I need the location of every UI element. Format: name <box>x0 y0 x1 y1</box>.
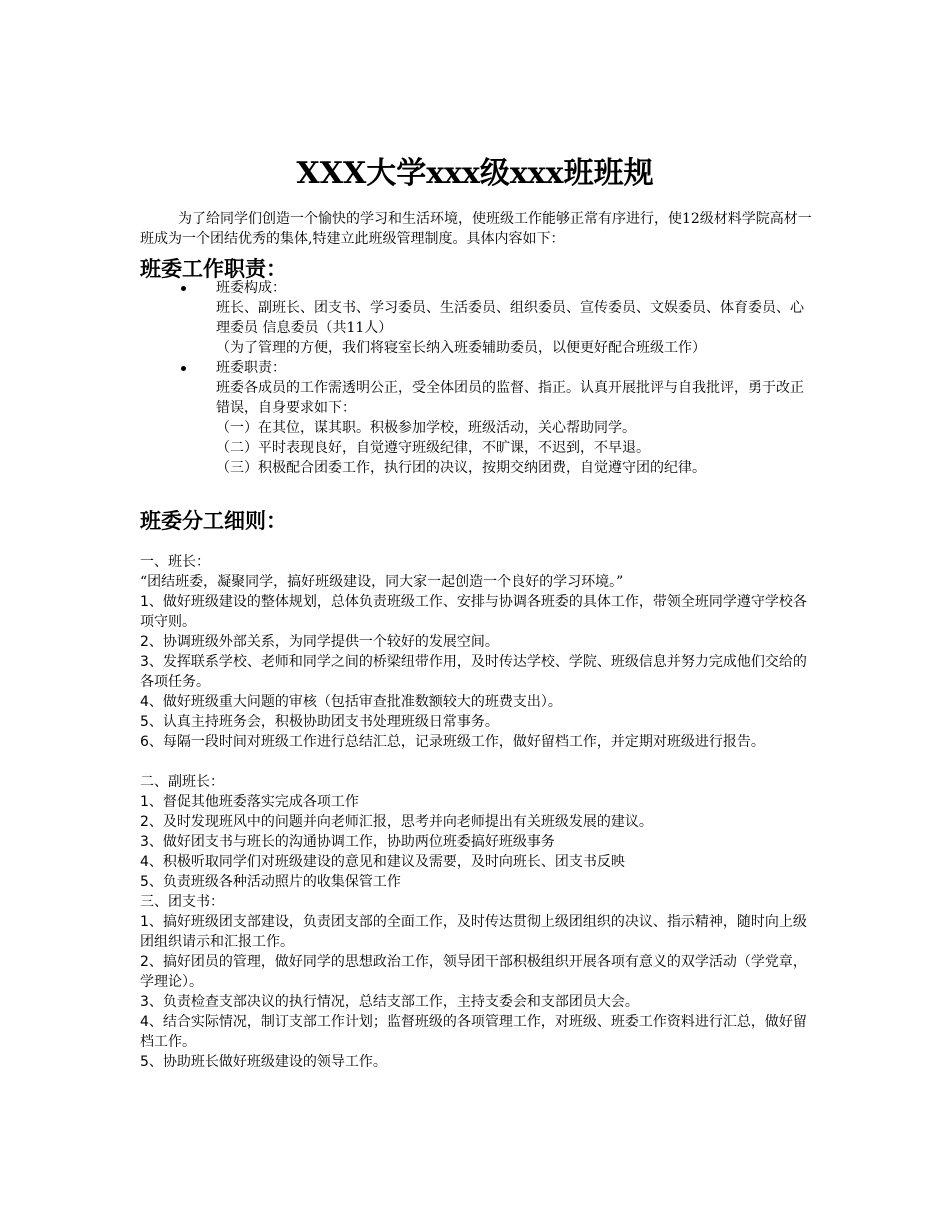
list-item: 3、负责检查支部决议的执行情况，总结支部工作，主持支委会和支部团员大会。 <box>140 994 639 1010</box>
subsection-heading-vice-monitor: 二、副班长： <box>140 774 224 790</box>
list-item: 5、负责班级各种活动照片的收集保管工作 <box>140 874 401 890</box>
list-item: 2、搞好团员的管理，做好同学的思想政治工作，领导团干部积极组织开展各项有意义的双学活动（学党章，学理论）。 <box>140 954 807 990</box>
bullet-item-responsibilities <box>140 358 820 378</box>
document-title: XXX大学xxx级xxx班班规 <box>296 156 654 191</box>
list-item: 5、协助班长做好班级建设的领导工作。 <box>140 1054 387 1070</box>
list-item: 1、督促其他班委落实完成各项工作 <box>140 794 359 810</box>
responsibility-item: （一）在其位，谋其职。积极参加学校，班级活动，关心帮助同学。 <box>216 420 636 436</box>
bullet-dot-icon <box>181 366 186 371</box>
bullet-dot-icon <box>181 286 186 291</box>
bullet-label: 班委职责： <box>216 360 286 376</box>
bullet-item-composition <box>140 278 820 298</box>
bullet-label: 班委构成： <box>216 280 286 296</box>
subsection-heading-league-secretary: 三、团支书： <box>140 894 224 910</box>
responsibilities-text: 班委各成员的工作需透明公正，受全体团员的监督、指正。认真开展批评与自我批评，勇于改正错误，自身要求如下： <box>216 380 804 416</box>
list-item: 3、发挥联系学校、老师和同学之间的桥梁纽带作用，及时传达学校、学院、班级信息并努力完成他们交给的各项任务。 <box>140 654 807 690</box>
list-item: 5、认真主持班务会，积极协助团支书处理班级日常事务。 <box>140 714 499 730</box>
monitor-motto: “团结班委，凝聚同学，搞好班级建设，同大家一起创造一个良好的学习环境。” <box>140 574 624 590</box>
list-item: 4、做好班级重大问题的审核（包括审查批准数额较大的班费支出）。 <box>140 694 562 710</box>
intro-paragraph: 为了给同学们创造一个愉快的学习和生活环境，使班级工作能够正常有序进行，使12级材料学院高材一班成为一个团结优秀的集体,特建立此班级管理制度。具体内容如下： <box>140 211 812 247</box>
list-item: 4、积极听取同学们对班级建设的意见和建议及需要，及时向班长、团支书反映 <box>140 854 625 870</box>
section-heading-division: 班委分工细则： <box>140 508 287 533</box>
duties-bullet-list <box>140 278 820 478</box>
responsibility-item: （二）平时表现良好，自觉遵守班级纪律，不旷课，不迟到，不早退。 <box>216 440 650 456</box>
responsibility-item: （三）积极配合团委工作，执行团的决议，按期交纳团费，自觉遵守团的纪律。 <box>216 460 706 476</box>
spacer <box>140 752 815 772</box>
section-heading-duties: 班委工作职责： <box>140 256 287 281</box>
list-item: 3、做好团支书与班长的沟通协调工作，协助两位班委搞好班级事务 <box>140 834 555 850</box>
committee-members-text: 班长、副班长、团支书、学习委员、生活委员、组织委员、宣传委员、文娱委员、体育委员、心理委员 信息委员（共11人） <box>216 300 804 336</box>
list-item: 2、协调班级外部关系，为同学提供一个较好的发展空间。 <box>140 634 499 650</box>
division-body <box>140 552 815 1072</box>
list-item: 2、及时发现班风中的问题并向老师汇报，思考并向老师提出有关班级发展的建议。 <box>140 814 653 830</box>
list-item: 1、做好班级建设的整体规划，总体负责班级工作、安排与协调各班委的具体工作，带领全班同学遵守学校各项守则。 <box>140 594 807 630</box>
list-item: 6、每隔一段时间对班级工作进行总结汇总，记录班级工作，做好留档工作，并定期对班级进行报告。 <box>140 734 765 750</box>
list-item: 1、搞好班级团支部建设，负责团支部的全面工作，及时传达贯彻上级团组织的决议、指示精神，随时向上级团组织请示和汇报工作。 <box>140 914 807 950</box>
committee-note-text: （为了管理的方便，我们将寝室长纳入班委辅助委员，以便更好配合班级工作） <box>216 340 706 356</box>
subsection-heading-monitor: 一、班长： <box>140 554 210 570</box>
list-item: 4、结合实际情况，制订支部工作计划；监督班级的各项管理工作，对班级、班委工作资料进行汇总，做好留档工作。 <box>140 1014 807 1050</box>
